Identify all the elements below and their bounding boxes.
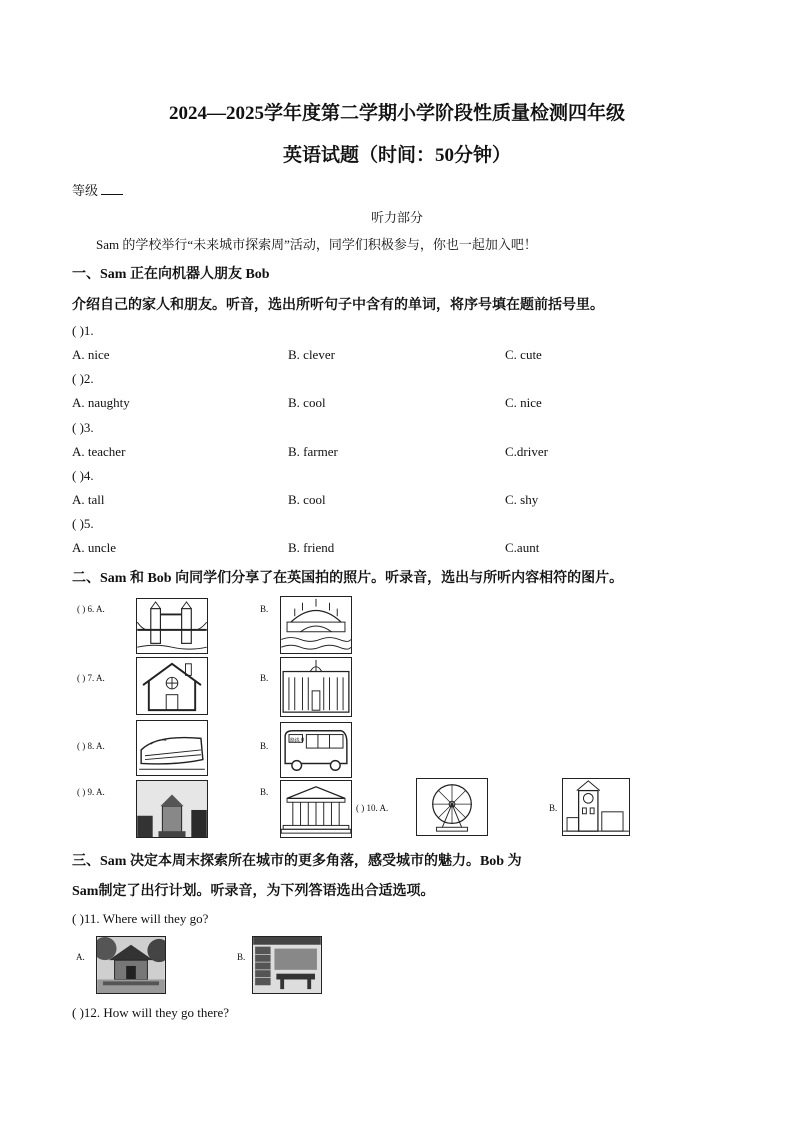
library-photo[interactable] bbox=[252, 936, 322, 994]
part3-heading-1: 三、Sam 决定本周末探索所在城市的更多角落，感受城市的魅力。Bob 为 bbox=[72, 854, 522, 869]
title-line-2: 英语试题（时间：50分钟） bbox=[282, 145, 511, 166]
q5-option-b[interactable]: B. friend bbox=[288, 540, 335, 555]
part1-heading-2: 介绍自己的家人和朋友。听音，选出所听句子中含有的单词，将序号填在题前括号里。 bbox=[72, 298, 604, 313]
q4-option-b[interactable]: B. cool bbox=[288, 492, 326, 507]
q1-number[interactable]: ( )1. bbox=[72, 323, 94, 338]
grade-label: 等级 bbox=[72, 183, 99, 198]
q3-number[interactable]: ( )3. bbox=[72, 420, 94, 435]
q5-option-a[interactable]: A. uncle bbox=[72, 540, 117, 555]
q3-option-b[interactable]: B. farmer bbox=[288, 444, 338, 459]
museum-image[interactable] bbox=[280, 780, 352, 838]
tower-bridge-icon bbox=[137, 599, 207, 653]
ferris-wheel-icon bbox=[417, 779, 487, 835]
library-icon bbox=[253, 937, 321, 993]
grade-blank[interactable] bbox=[101, 184, 123, 195]
pavilion-icon bbox=[97, 937, 165, 993]
palace-icon bbox=[281, 597, 351, 653]
museum-icon bbox=[281, 781, 351, 837]
q6-b-label[interactable]: B. bbox=[260, 604, 269, 614]
q2-option-b[interactable]: B. cool bbox=[288, 395, 326, 410]
q1-option-c[interactable]: C. cute bbox=[505, 347, 542, 362]
part2-heading: 二、Sam 和 Bob 向同学们分享了在英国拍的照片。听录音，选出与所听内容相符的图片。 bbox=[72, 571, 624, 586]
ferris-wheel-image[interactable] bbox=[416, 778, 488, 836]
park-pavilion-photo[interactable] bbox=[96, 936, 166, 994]
q4-option-a[interactable]: A. tall bbox=[72, 492, 105, 507]
intro-text: Sam 的学校举行“未来城市探索周”活动，同学们积极参与，你也一起加入吧！ bbox=[96, 237, 537, 252]
q9-b-label[interactable]: B. bbox=[260, 787, 269, 797]
q3-option-a[interactable]: A. teacher bbox=[72, 444, 126, 459]
q10-label[interactable]: ( ) 10. A. bbox=[356, 803, 389, 813]
q8-b-label[interactable]: B. bbox=[260, 741, 269, 751]
building-icon bbox=[281, 658, 351, 716]
section-title: 听力部分 bbox=[370, 210, 423, 225]
water-palace-image[interactable] bbox=[280, 596, 352, 654]
q11-a-label[interactable]: A. bbox=[76, 952, 85, 962]
q7-label[interactable]: ( ) 7. A. bbox=[77, 673, 105, 683]
q2-option-a[interactable]: A. naughty bbox=[72, 395, 130, 410]
clock-tower-icon bbox=[563, 779, 629, 835]
q11-text[interactable]: ( )11. Where will they go? bbox=[72, 911, 209, 926]
q8-label[interactable]: ( ) 8. A. bbox=[77, 741, 105, 751]
q11-b-label[interactable]: B. bbox=[237, 952, 246, 962]
bus-icon bbox=[281, 723, 351, 777]
part1-heading-1: 一、Sam 正在向机器人朋友 Bob bbox=[72, 267, 270, 282]
train-image[interactable] bbox=[136, 720, 208, 776]
q6-label[interactable]: ( ) 6. A. bbox=[77, 604, 105, 614]
tower-bridge-image[interactable] bbox=[136, 598, 208, 654]
q9-label[interactable]: ( ) 9. A. bbox=[77, 787, 105, 797]
q10-b-label[interactable]: B. bbox=[549, 803, 558, 813]
q5-number[interactable]: ( )5. bbox=[72, 516, 94, 531]
monument-icon bbox=[137, 781, 207, 837]
q4-number[interactable]: ( )4. bbox=[72, 468, 94, 483]
palace-building-image[interactable] bbox=[280, 657, 352, 717]
house-image[interactable] bbox=[136, 657, 208, 715]
q7-b-label[interactable]: B. bbox=[260, 673, 269, 683]
q2-number[interactable]: ( )2. bbox=[72, 371, 94, 386]
q12-text[interactable]: ( )12. How will they go there? bbox=[72, 1005, 230, 1020]
q1-option-b[interactable]: B. clever bbox=[288, 347, 335, 362]
clock-tower-image[interactable] bbox=[562, 778, 630, 836]
grade-field bbox=[72, 180, 123, 199]
part3-heading-2: Sam制定了出行计划。听录音，为下列答语选出合适选项。 bbox=[72, 884, 435, 899]
monument-photo[interactable] bbox=[136, 780, 208, 838]
house-icon bbox=[137, 658, 207, 714]
q5-option-c[interactable]: C.aunt bbox=[505, 540, 540, 555]
q2-option-c[interactable]: C. nice bbox=[505, 395, 542, 410]
title-line-1: 2024—2025学年度第二学期小学阶段性质量检测四年级 bbox=[168, 103, 625, 124]
q1-option-a[interactable]: A. nice bbox=[72, 347, 110, 362]
train-icon bbox=[137, 721, 207, 775]
q3-option-c[interactable]: C.driver bbox=[505, 444, 548, 459]
bus-sign: 路线 0 bbox=[289, 738, 305, 744]
bus-image[interactable] bbox=[280, 722, 352, 778]
q4-option-c[interactable]: C. shy bbox=[505, 492, 539, 507]
